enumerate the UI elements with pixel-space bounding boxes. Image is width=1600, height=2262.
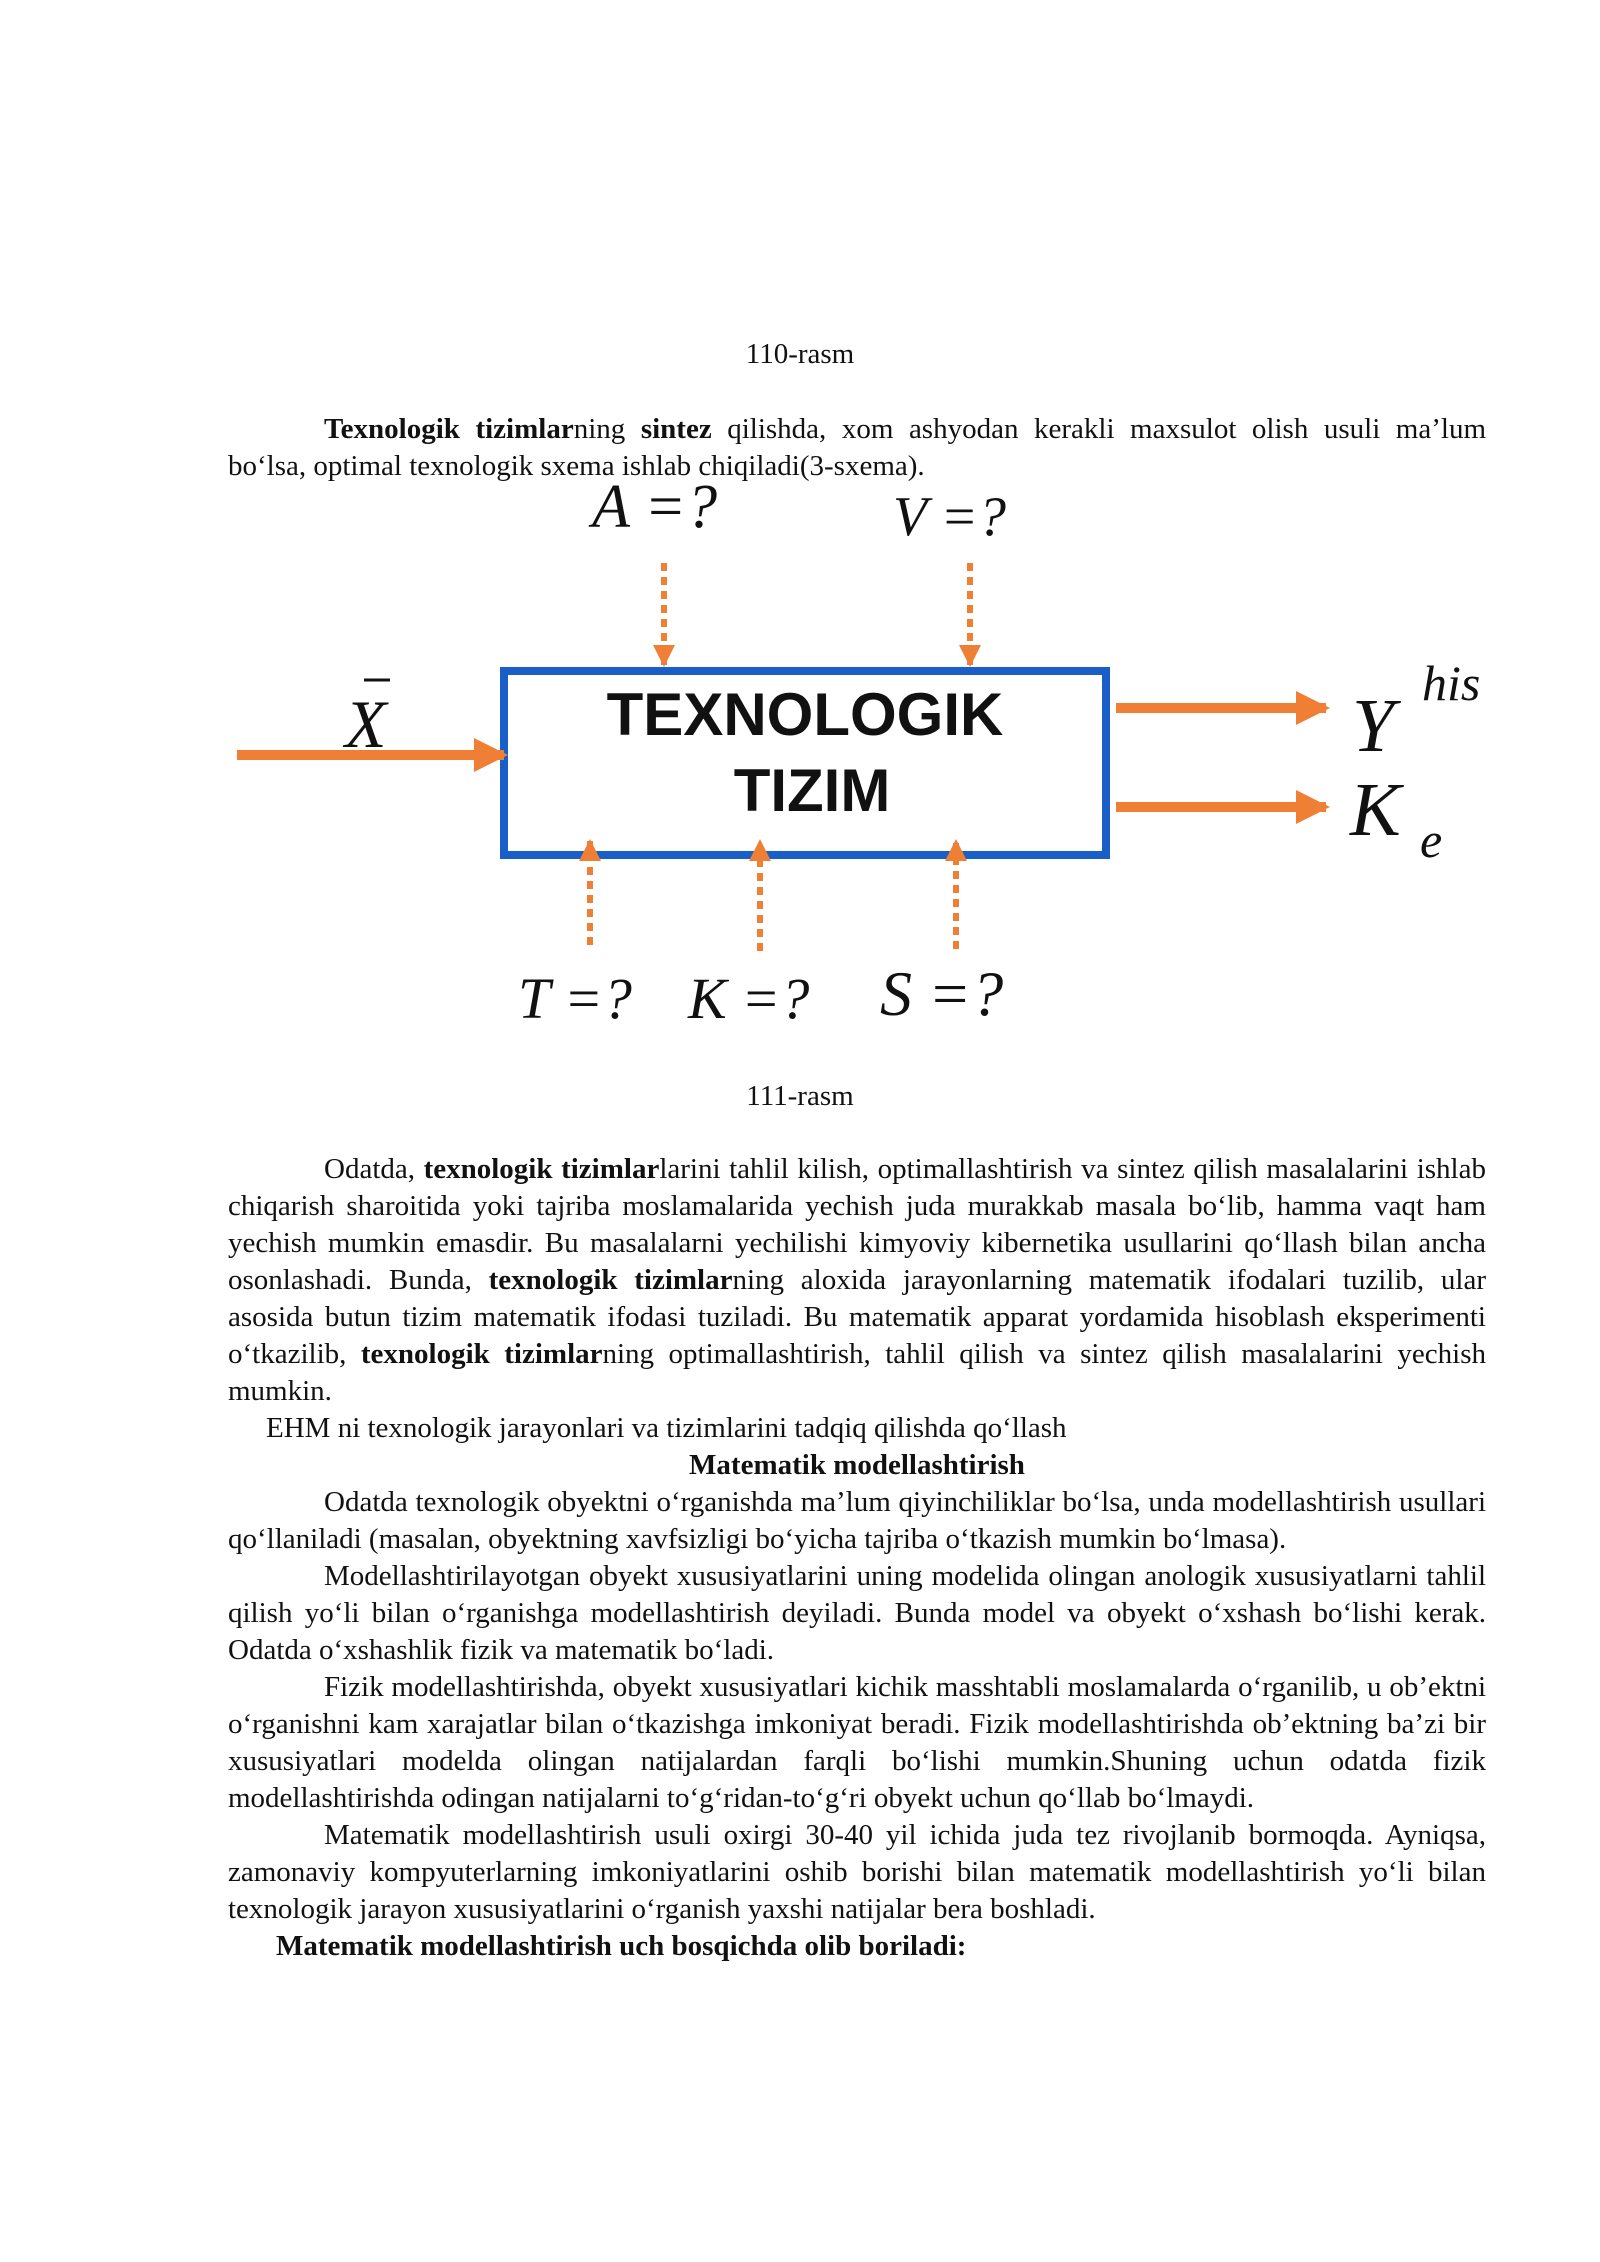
paragraph-5: Matematik modellashtirish usuli oxirgi 30-40 yil ichida juda tez rivojlanib bormoqda. Ayniqsa, zamonaviy kompyuterlarning imkoniyatlarini oshib borishi bilan matematik modellashtirish yo‘li bilan texnologik jarayon xususiyatlarini o‘rganish yaxshi natijalar bera boshladi. xyxy=(228,1819,1486,1925)
label-s: S =? xyxy=(880,958,1004,1029)
paragraph-3: Modellashtirilayotgan obyekt xususiyatlarini uning modelida olingan anologik xususiyatlarni tahlil qilish yo‘li bilan o‘rganishga modellashtirish deyiladi. Bunda model va obyekt o‘xshash bo‘lishi kerak. Odatda o‘xshashlik fizik va matematik bo‘ladi. xyxy=(228,1560,1486,1666)
bold-term: Texnologik tizimlar xyxy=(324,413,574,445)
bold-term: texnologik tizimlar xyxy=(423,1153,660,1185)
box-label-line1: TEXNOLOGIK xyxy=(606,681,1004,748)
bold-term: texnologik tizimlar xyxy=(488,1264,733,1296)
label-k-subscript: e xyxy=(1420,812,1443,868)
label-a: A =? xyxy=(592,475,718,541)
label-y-superscript: his xyxy=(1422,655,1481,711)
text-run: ning aloxida jarayonlarning matematik ifodalari tuzilib, ular asosida butun tizim matematik ifodasi tuziladi. Bu matematik apparat yordamida hisoblash eksperimenti o‘tkazilib, xyxy=(228,1264,1486,1370)
intro-paragraph xyxy=(228,411,1486,485)
label-x: X xyxy=(345,686,387,762)
bold-term: sintez xyxy=(640,413,712,445)
paragraph-1 xyxy=(228,1151,1486,1410)
technological-system-diagram xyxy=(0,475,1600,1035)
box-label-line2: TIZIM xyxy=(733,757,891,824)
text-run: larini tahlil kilish, optimallashtirish va sintez qilish masalalarini ishlab chiqarish sharoitida yoki tajriba moslamalarida yechish juda murakkab masala bo‘lib, hamma vaqt ham yechish mumkin emasdir. Bu masalalarni yechilishi kimyoviy kibernetika usullarini qo‘llash bilan ancha osonlashadi. Bunda, xyxy=(228,1153,1486,1296)
section-heading: Matematik modellashtirish xyxy=(689,1449,1025,1481)
label-y: Y xyxy=(1352,684,1395,768)
paragraph-4: Fizik modellashtirishda, obyekt xususiyatlari kichik masshtabli moslamalarda o‘rganilib, u ob’ektni o‘rganishni kam xarajatlar bilan o‘tkazishga imkoniyat beradi. Fizik modellashtirishda ob’ektning ba’zi bir xususiyatlari modelda olingan natijalardan farqli bo‘lishi mumkin.Shuning uchun odatda fizik modellashtirishda odingan natijalarni to‘g‘ridan-to‘g‘ri obyekt uchun qo‘llab bo‘lmaydi. xyxy=(228,1671,1486,1814)
ehm-line: EHM ni texnologik jarayonlari va tizimlarini tadqiq qilishda qo‘llash xyxy=(266,1412,1067,1444)
figure-caption-111: 111-rasm xyxy=(746,1080,854,1112)
label-v: V =? xyxy=(893,486,1006,548)
label-k-bottom: K =? xyxy=(688,966,810,1031)
label-t: T =? xyxy=(518,966,632,1031)
figure-caption-110: 110-rasm xyxy=(745,338,855,370)
text-run: Odatda, xyxy=(324,1153,424,1185)
text-run: ning xyxy=(573,413,641,445)
label-k: K xyxy=(1350,768,1401,852)
text-run: qilishda, xom ashyodan kerakli maxsulot olish usuli ma’lum bo‘lsa, optimal texnologik sxema ishlab chiqiladi(3-sxema). xyxy=(228,413,1487,482)
last-bold-line: Matematik modellashtirish uch bosqichda olib boriladi: xyxy=(276,1930,967,1962)
paragraph-2: Odatda texnologik obyektni o‘rganishda ma’lum qiyinchiliklar bo‘lsa, unda modellashtirish usullari qo‘llaniladi (masalan, obyektning xavfsizligi bo‘yicha tajriba o‘tkazish mumkin bo‘lmasa). xyxy=(228,1486,1486,1555)
text-run: ning optimallashtirish, tahlil qilish va sintez qilish masalalarini yechish mumkin. xyxy=(228,1338,1486,1407)
bold-term: texnologik tizimlar xyxy=(360,1338,603,1370)
body-text xyxy=(228,1151,1486,1965)
